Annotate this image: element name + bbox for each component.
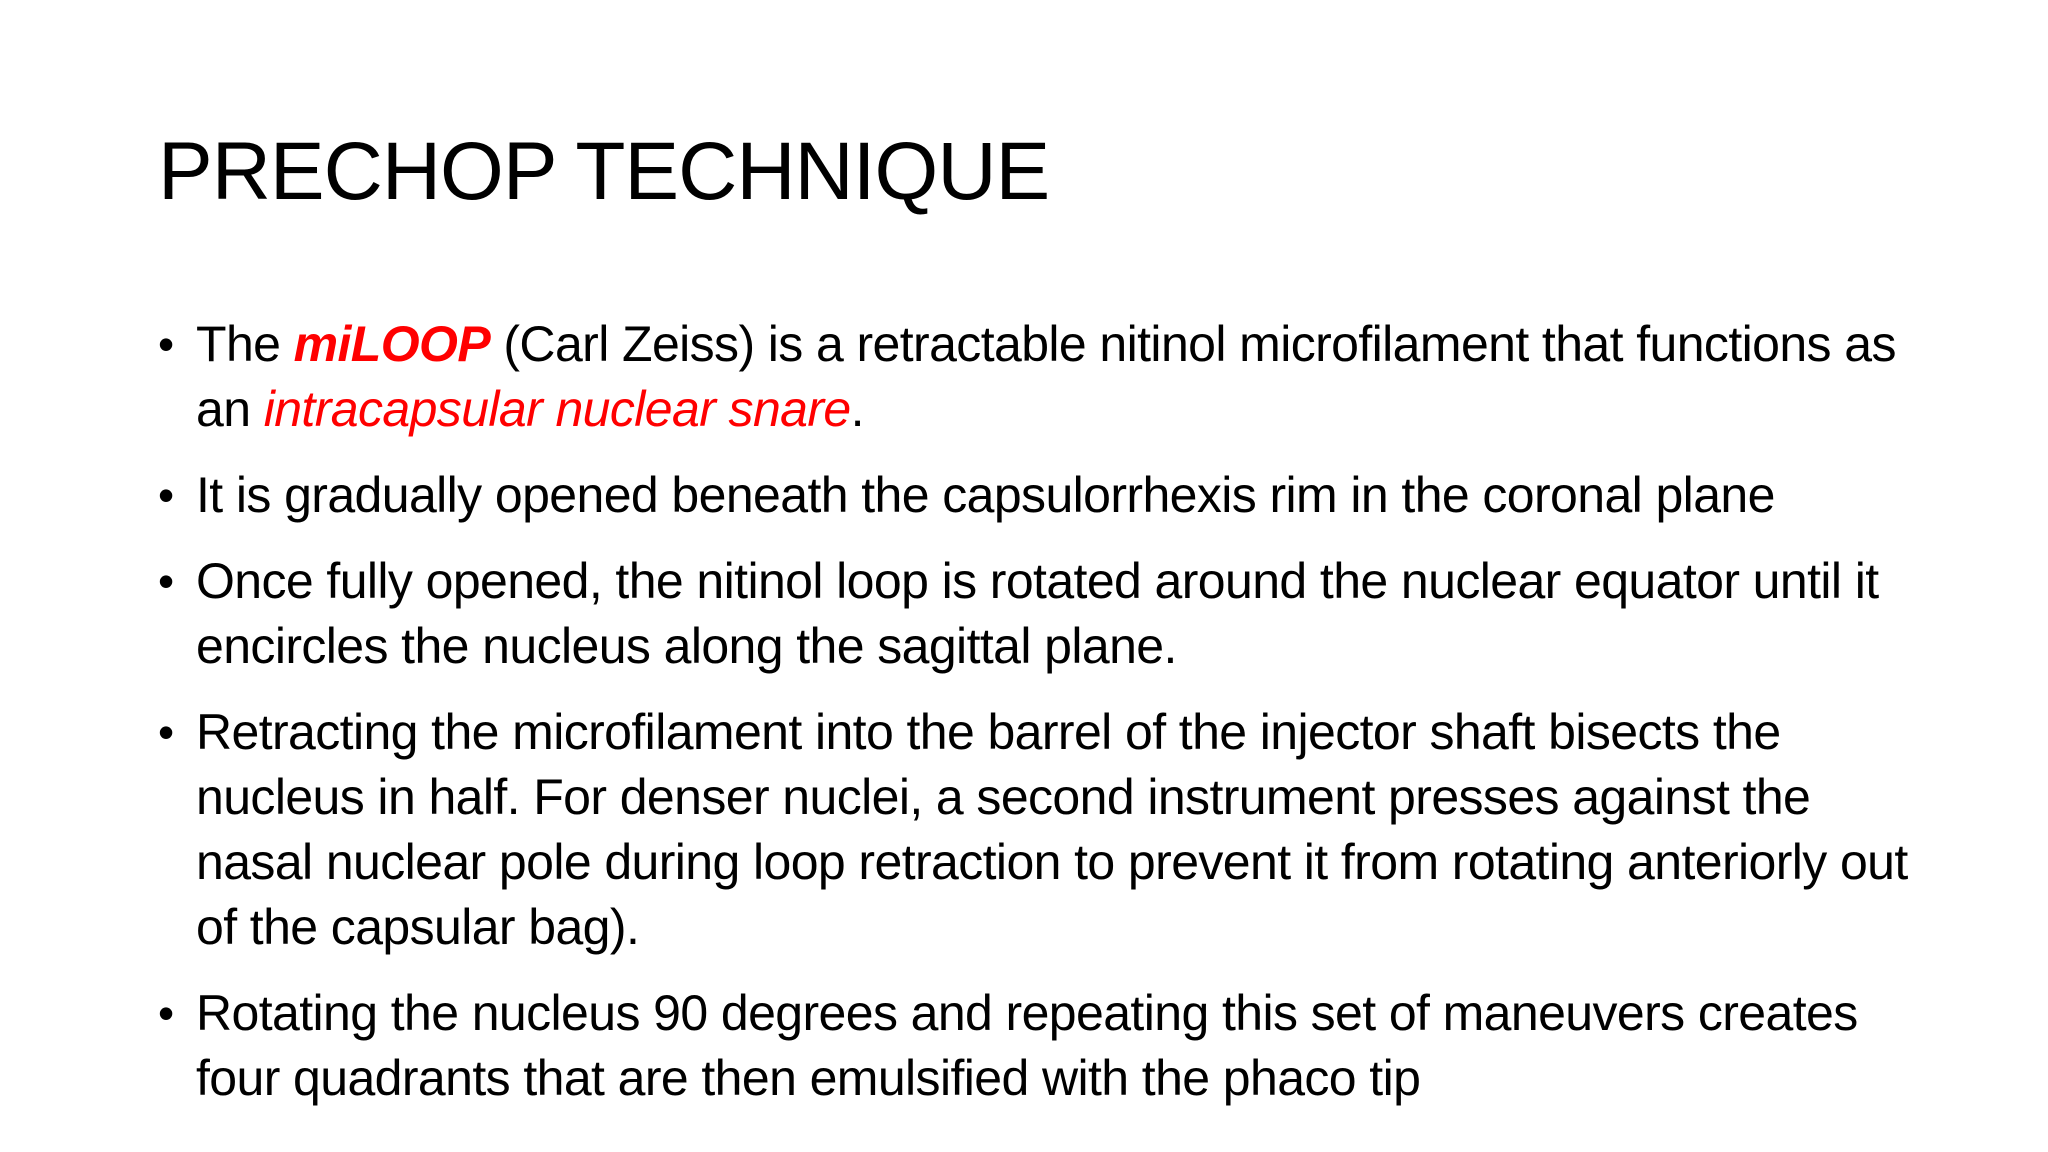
bullet-item-1: [158, 312, 1918, 442]
bullet-item-3: [158, 549, 1918, 679]
bullet-glyph: •: [158, 987, 174, 1039]
bullet-glyph: •: [158, 318, 174, 370]
miloop-highlight: miLOOP: [293, 316, 491, 372]
bullet-list: [158, 312, 1918, 1132]
bullet-item-5: [158, 981, 1918, 1111]
bullet-1-post: .: [850, 381, 864, 437]
bullet-glyph: •: [158, 469, 174, 521]
bullet-glyph: •: [158, 706, 174, 758]
bullet-3-text: Once fully opened, the nitinol loop is rotated around the nuclear equator until it encircles the nucleus along the sagittal plane.: [196, 553, 1879, 674]
snare-highlight: intracapsular nuclear snare: [263, 381, 851, 437]
bullet-1-pre: The: [196, 316, 294, 372]
bullet-2-text: It is gradually opened beneath the capsulorrhexis rim in the coronal plane: [196, 467, 1775, 523]
bullet-glyph: •: [158, 555, 174, 607]
bullet-5-text: Rotating the nucleus 90 degrees and repeating this set of maneuvers creates four quadrants that are then emulsified with the phaco tip: [196, 985, 1858, 1106]
bullet-1-mid: (Carl Zeiss) is a retractable nitinol microfilament that functions as an: [196, 316, 1896, 437]
slide-title: PRECHOP TECHNIQUE: [158, 126, 1050, 217]
bullet-4-text: Retracting the microfilament into the barrel of the injector shaft bisects the nucleus in half. For denser nuclei, a second instrument presses against the nasal nuclear pole during loop retraction to prevent it from rotating anteriorly out of the capsular bag).: [196, 704, 1908, 955]
bullet-item-4: [158, 700, 1918, 960]
bullet-item-2: [158, 463, 1918, 528]
